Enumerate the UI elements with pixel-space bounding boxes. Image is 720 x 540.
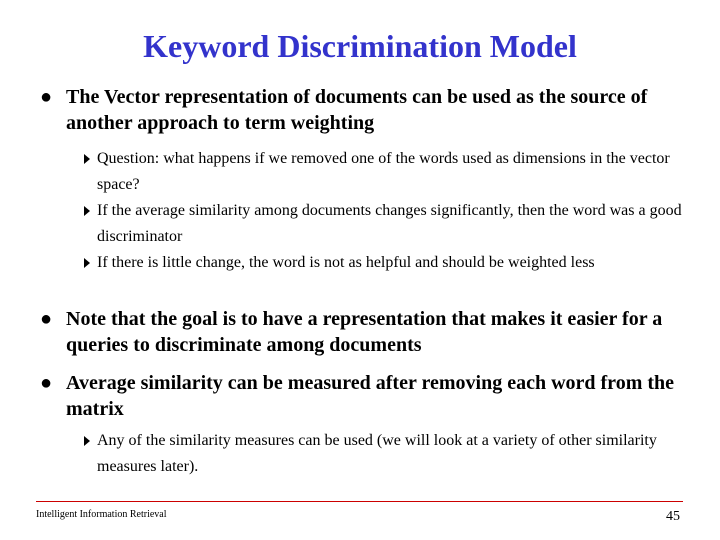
sub-bullet-text: If the average similarity among documents changes significantly, then the word was a good discriminator: [97, 202, 682, 245]
footer-course-name: Intelligent Information Retrieval: [36, 509, 167, 520]
bullet-text: The Vector representation of documents can be used as the source of another approach to term weighting: [66, 86, 648, 134]
sub-bullet-text: If there is little change, the word is not as helpful and should be weighted less: [97, 254, 595, 271]
bullet-text: Note that the goal is to have a representation that makes it easier for a queries to discriminate among documents: [66, 308, 663, 356]
arrow-bullet-icon: [84, 258, 90, 268]
sub-bullet-item: [84, 146, 684, 198]
arrow-bullet-icon: [84, 154, 90, 164]
arrow-bullet-icon: [84, 206, 90, 216]
footer-rule: [36, 501, 683, 502]
sub-bullet-item: [84, 198, 684, 250]
bullet-item: [36, 84, 686, 136]
bullet-item: [36, 306, 686, 358]
bullet-dot-icon: ●: [40, 308, 53, 330]
page-number: 45: [666, 509, 680, 524]
sub-bullet-item: [84, 250, 684, 276]
bullet-item: [36, 370, 686, 422]
sub-bullet-text: Question: what happens if we removed one of the words used as dimensions in the vector space?: [97, 150, 670, 193]
bullet-dot-icon: ●: [40, 86, 53, 108]
arrow-bullet-icon: [84, 436, 90, 446]
slide-title: Keyword Discrimination Model: [143, 28, 577, 64]
bullet-text: Average similarity can be measured after removing each word from the matrix: [66, 372, 675, 420]
bullet-dot-icon: ●: [40, 372, 53, 394]
sub-bullet-item: [84, 428, 684, 480]
sub-bullet-text: Any of the similarity measures can be used (we will look at a variety of other similarity measures later).: [97, 432, 657, 475]
